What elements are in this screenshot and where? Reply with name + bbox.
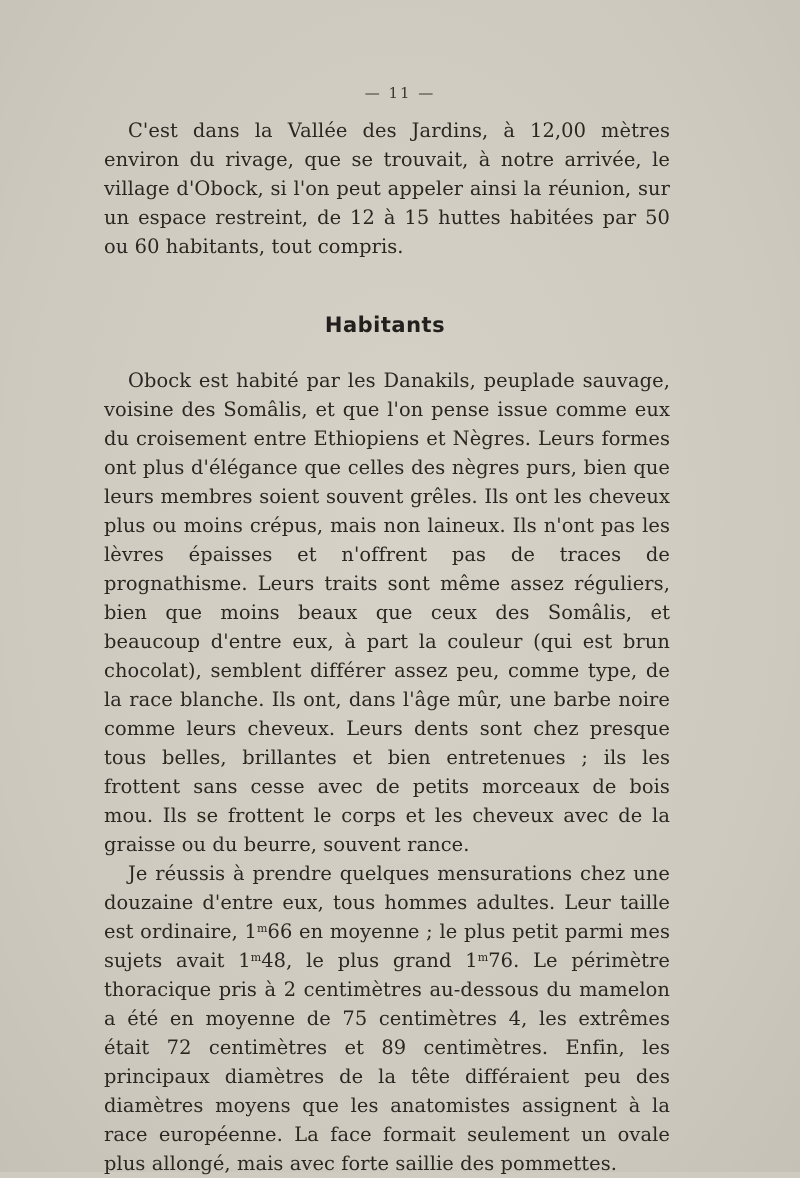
page-number: — 11 — (364, 84, 436, 102)
meter-superscript-2: m (250, 951, 262, 964)
intro-text-block (104, 116, 670, 261)
section-heading: Habitants (324, 313, 446, 337)
intro-paragraph: C'est dans la Vallée des Jardins, à 12,00 mètres environ du rivage, que se trouvait, à notre arrivée, le village d'Obock, si l'on peut appeler ainsi la réunion, sur un espace restreint, de 12 à 15 huttes habitées par 50 ou 60 habitants, tout compris. (104, 119, 670, 258)
measurements-text-b: 66 en moyenne ; le plus petit parmi mes sujets avait 1 (104, 920, 671, 972)
measurements-text-c: 48, le plus grand 1 (261, 949, 478, 972)
section-text-block (104, 366, 670, 1178)
meter-superscript-1: m (256, 922, 268, 935)
meter-superscript-3: m (477, 951, 489, 964)
measurements-text-d: 76. Le périmètre thoracique pris à 2 centimètres au-dessous du mamelon a été en moyenne de 75 centimètres 4, les extrêmes était 72 centimètres et 89 centimètres. Enfin, les principaux diamètres de la tête différaient peu des diamètres moyens que les anatomistes assignent à la race européenne. La face formait seulement un ovale plus allongé, mais avec forte saillie des pommettes. (104, 949, 671, 1175)
measurements-text-a: Je réussis à prendre quelques mensurations chez une douzaine d'entre eux, tous hommes adultes. Leur taille est ordinaire, 1 (104, 862, 670, 943)
paragraph-measurements (104, 859, 670, 1178)
paragraph-physical-description: Obock est habité par les Danakils, peuplade sauvage, voisine des Somâlis, et que l'on pense issue comme eux du croisement entre Ethiopiens et Nègres. Leurs formes ont plus d'élégance que celles des nègres purs, bien que leurs membres soient souvent grêles. Ils ont les cheveux plus ou moins crépus, mais non laineux. Ils n'ont pas les lèvres épaisses et n'offrent pas de traces de prognathisme. Leurs traits sont même assez réguliers, bien que moins beaux que ceux des Somâlis, et beaucoup d'entre eux, à part la couleur (qui est brun chocolat), semblent différer assez peu, comme type, de la race blanche. Ils ont, dans l'âge mûr, une barbe noire comme leurs cheveux. Leurs dents sont chez presque tous belles, brillantes et bien entretenues ; ils les frottent sans cesse avec de petits morceaux de bois mou. Ils se frottent le corps et les cheveux avec de la graisse ou du beurre, souvent rance. (104, 369, 670, 856)
